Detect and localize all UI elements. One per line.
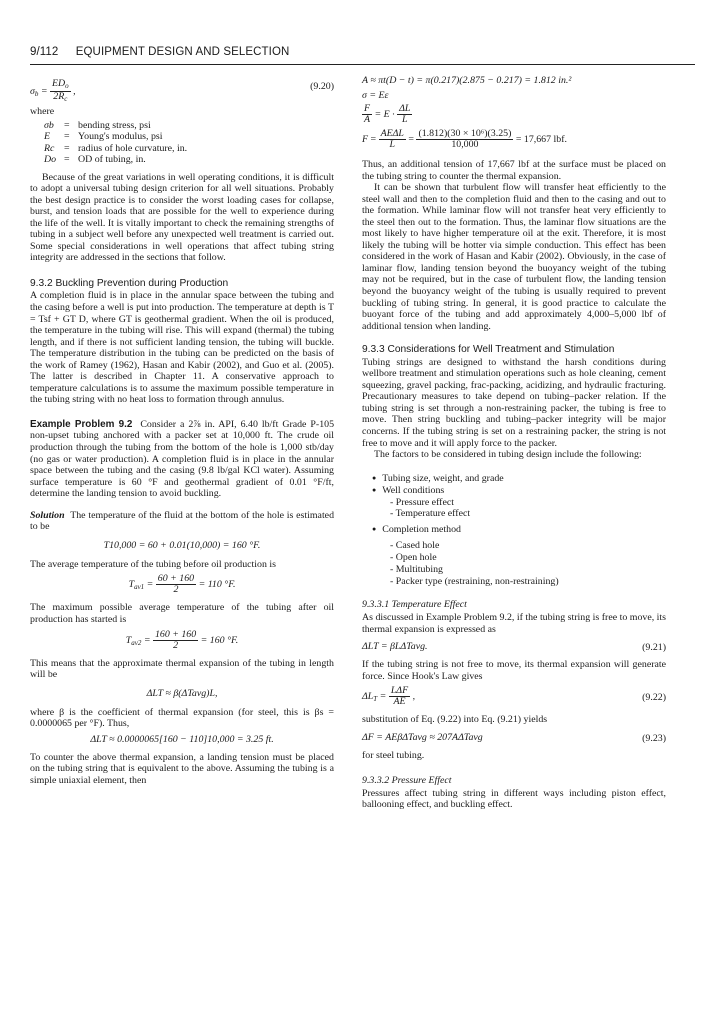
paragraph-not-free: If the tubing string is not free to move, its thermal expansion will generate force. Since Hook's Law gives [362,659,666,682]
running-header [30,46,695,64]
subsection-heading-9-3-3-2: 9.3.3.2 Pressure Effect [362,775,452,787]
list-item: - Pressure effect [390,496,454,508]
definition-row: σb = bending stress, psi [44,119,151,131]
paragraph-landing-tension: To counter the above thermal expansion, a landing tension must be placed on the tubing string that is equivalent to the above. Assuming the tubing is a simple uniaxial element, then [30,751,334,786]
solution-label: Solution [30,509,65,521]
equation-9-22: $\Delta L_T$ = $\frac{\text{LΔF}}{AE}$ , (9.22) [362,685,666,708]
well-conditions-sublist [390,497,666,521]
chapter-title: EQUIPMENT DESIGN AND SELECTION [75,46,290,58]
section-heading-9-3-3: 9.3.3 Considerations for Well Treatment and Stimulation [362,344,615,356]
equation-delta-lt: ΔLT ≈ β(ΔTavg)L, [146,687,218,699]
definition-row: Rc = radius of hole curvature, in. [44,142,188,154]
equation-tav1: $T_{av1}$ = $\frac{60 + 160}{2}$ = 110 °F. [128,573,236,596]
subsection-heading-9-3-3-1: 9.3.3.1 Temperature Effect [362,599,467,611]
paragraph-substitution: substitution of Eq. (9.22) into Eq. (9.21) yields [362,714,548,726]
paragraph-average-temp: The average temperature of the tubing before oil production is [30,558,276,570]
equation-strain: $\frac{F}{A}$ = E · $\frac{\Delta L}{L}$ [364,103,411,125]
equation-number: (9.20) [310,81,334,92]
right-column [362,74,666,811]
definition-row: Do = OD of tubing, in. [44,154,146,166]
list-item: ● Tubing size, weight, and grade [372,473,666,485]
header-rule [30,64,695,65]
completion-list [372,524,666,536]
equation-tav2: $T_{av2}$ = $\frac{160 + 160}{2}$ = 160 °F. [125,628,239,651]
list-item: - Open hole [390,552,437,564]
paragraph-beta: where β is the coefficient of thermal expansion (for steel, this is βs = 0.0000065 per °F). Thus, [30,706,334,730]
equation-t10000: T10,000 = 60 + 0.01(10,000) = 160 °F. [103,539,261,551]
equation-delta-lt-value: ΔLT ≈ 0.0000065[160 − 110]10,000 = 3.25 ft. [90,733,274,745]
completion-sublist [390,540,666,587]
example-label: Example Problem 9.2 [30,418,133,430]
solution: Solution The temperature of the fluid at the bottom of the hole is estimated to be [30,509,335,533]
page-number: 9/112 [30,46,59,58]
example-problem [30,419,334,500]
paragraph-max-temp: The maximum possible average temperature of the tubing after oil production has started is [30,602,334,625]
list-item: ● Completion method [372,524,666,536]
paragraph-turbulent-flow: It can be shown that turbulent flow will transfer heat efficiently to the steel wall and then to the completion fluid and then to the casing and out to the formation. While laminar flow will not transfer heat very efficiently to the steel then out to the formation. Thus, the laminar flow situations are the most likely to have higher temperature oil at the exit. Therefore, it is most likely the tubing will be hotter via simple conduction. This effect has been considered in the work of Hasan and Kabir (2002). Obviously, in the case of laminar flow, landing tension beyond the buoyancy weight of the tubing may not be required, but in the case of turbulent flow, the landing tension beyond the buoyancy weight of the tubing is usually required to prevent buckling of tubing string. In general, it is good practice to calculate the buoyant force of the tubing and add approximately 4,000–5,000 lbf of additional tension when landing. [362,182,666,332]
paragraph-well-treatment: Tubing strings are designed to withstand the harsh conditions during wellbore treatment and stimulation operations such as hole cleaning, cement squeezing, gravel packing, frac-packing, acidizing, and hydraulic fracturing. Precautionary measures to take depend on tubing–packer relation. If the tubing string is set through a non-restraining packer, the tubing is free to move. Then string buckling and tubing–packer integrity will be major concerns. If the tubing string is set on a restraining packer, the string is not free to move and it will apply force to the packer. [362,356,666,449]
list-item: - Multitubing [390,563,443,575]
equation-9-21: ΔLT = βLΔTavg. (9.21) [362,641,666,654]
list-item: - Packer type (restraining, non-restraining) [390,575,559,587]
equation-sigma: σ = Eε [362,90,389,101]
list-item: - Temperature effect [390,508,471,520]
list-item: - Cased hole [390,540,440,552]
left-column [30,74,334,786]
paragraph-design-criterion: Because of the great variations in well operating conditions, it is difficult to adopt a universal tubing design criterion for all well situations. Probably the best design practice is to consider the worst loading cases for collapse, burst, and tension loads that are possible for the well to experience during the life of the well. It is vitally important to check the remaining strengths of tubing in a subject well before any unexpected well treatment is carried out. Some special considerations in well operations that affect tubing string integrity are addressed in the sections that follow. [30,171,334,264]
paragraph-steel: for steel tubing. [362,749,425,761]
paragraph-buckling: A completion fluid is in place in the annular space between the tubing and the casing before a well is put into production. The temperature at depth is T = Tsf + GT D, where GT is geothermal gradient. When the oil is produced, the temperature in the tubing will rise. This will expand (thermal) the tubing length, and if there is not sufficient landing tension, the tubing will buckle. The temperature distribution in the tubing can be predicted on the basis of the work of Ramey (1962), Hasan and Kabir (2002), and Guo et al. (2005). The latter is described in Chapter 11. A conservative approach to temperature calculations is to assume the maximum possible temperature in the tubing string with no heat loss to formation through annulus. [30,290,334,406]
symbol-definitions [44,120,334,166]
paragraph-pressure-effect: Pressures affect tubing string in different ways including piston effect, ballooning effect, and buckling effect. [362,787,666,811]
paragraph-thermal-expansion: This means that the approximate thermal expansion of the tubing in length will be [30,657,334,681]
equation-9-20: $\sigma_b$ = $\frac{ED_o}{2R_c}$ , (9.20) [30,78,334,103]
paragraph-additional-tension: Thus, an additional tension of 17,667 lbf at the surface must be placed on the tubing string to counter the thermal expansion. [362,159,666,182]
equation-force: F = $\frac{\text{AEΔL}}{L}$ = $\frac{\text{(1.812)(30 × 10⁶)(3.25)}}{10,000}$ = 17,667 lbf. [362,128,567,150]
example-text: Consider a 2⅞ in. API, 6.40 lb/ft Grade P-105 non-upset tubing anchored with a packer set at 10,000 ft. The crude oil production through the tubing from the bottom of the hole is 1,000 stb/day (no gas or water production). A completion fluid is in place in the annular space between the tubing and the casing (9.8 lb/gal KCl water). Assuming surface temperature is 60 °F and geothermal gradient of 0.01 °F/ft, determine the landing tension to avoid buckling. [30,418,335,500]
list-item: ● Well conditions [372,485,666,497]
paragraph-factors: The factors to be considered in tubing design include the following: [374,449,642,461]
equation-9-23: ΔF = AEβΔTavg ≈ 207AΔTavg (9.23) [362,731,666,744]
where-label: where [30,106,55,117]
paragraph-temperature-effect: As discussed in Example Problem 9.2, if the tubing string is free to move, its thermal expansion is expressed as [362,612,666,635]
section-heading-9-3-2: 9.3.2 Buckling Prevention during Production [30,277,229,289]
definition-row: E = Young's modulus, psi [44,131,163,143]
factor-list [372,473,666,497]
equation-area: A ≈ πt(D − t) = π(0.217)(2.875 − 0.217) = 1.812 in.² [362,75,572,86]
